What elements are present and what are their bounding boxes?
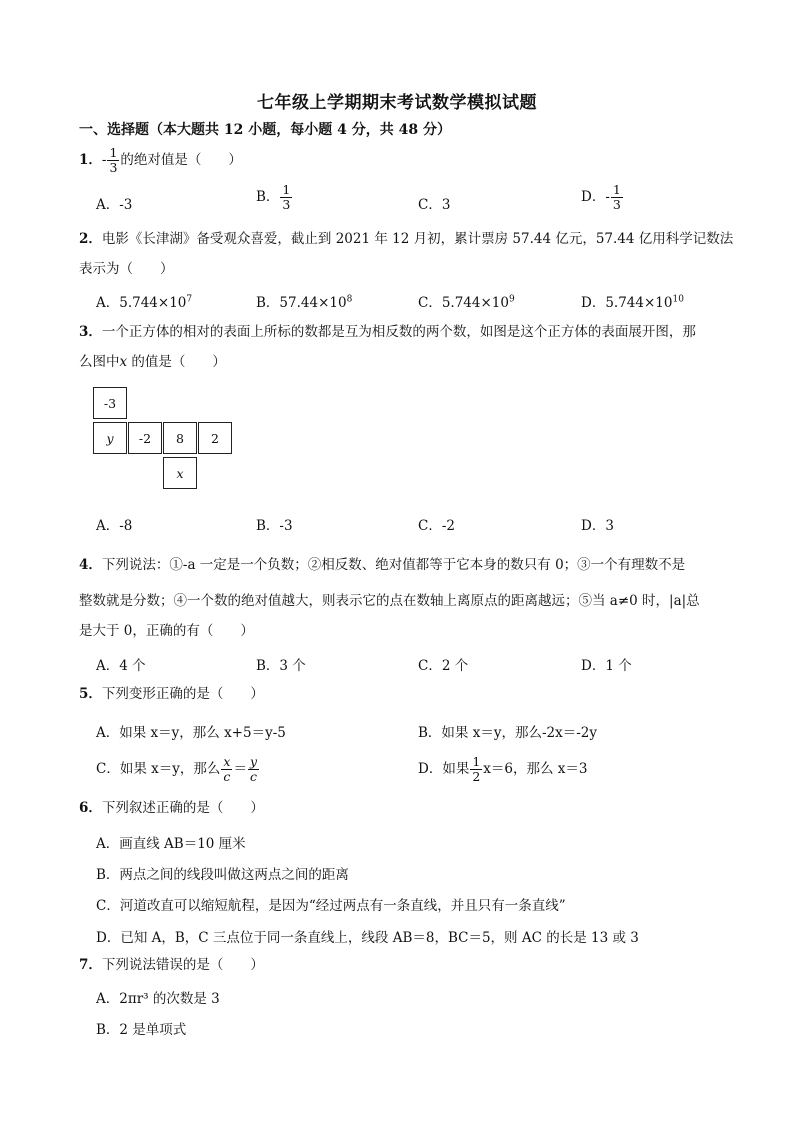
option-a: A．4 个	[96, 658, 146, 674]
option-c: C．2 个	[418, 658, 469, 674]
option-a: A．-8	[96, 518, 133, 534]
net-cell: y	[93, 422, 127, 454]
net-cell: 8	[163, 422, 197, 454]
option-c: C．河道改直可以缩短航程，是因为“经过两点有一条直线，并且只有一条直线”	[96, 898, 566, 914]
question-3: 3．一个正方体的相对的表面上所标的数都是互为相反数的两个数，如图是这个正方体的表面展开图，那	[79, 324, 696, 340]
option-c: C．3	[418, 197, 451, 213]
question-4-line3: 是大于 0，正确的有（ ）	[79, 623, 254, 639]
question-6: 6．下列叙述正确的是（ ）	[79, 800, 264, 816]
option-d: D．1 个	[581, 658, 632, 674]
question-7: 7．下列说法错误的是（ ）	[79, 957, 264, 973]
option-a: A．-3	[96, 197, 133, 213]
question-2-cont: 表示为（ ）	[79, 261, 174, 277]
net-cell: -2	[128, 422, 162, 454]
question-5: 5．下列变形正确的是（ ）	[79, 686, 264, 702]
option-c: C．$5.744\times 10^9$	[418, 294, 515, 311]
question-3-cont: 么图中x 的值是（ ）	[79, 354, 226, 370]
net-cell: x	[163, 457, 197, 489]
option-b: B．两点之间的线段叫做这两点之间的距离	[96, 867, 349, 883]
net-cell: 2	[198, 422, 232, 454]
question-2: 2．电影《长津湖》备受观众喜爱，截止到 2021 年 12 月初，累计票房 57.44 亿元，57.44 亿用科学记数法	[79, 231, 734, 247]
option-c: C．如果 x＝y，那么 $\frac{x}{c}$ ＝ $\frac{y}{c}$	[96, 754, 257, 784]
cube-net-figure	[93, 387, 233, 489]
option-d: D．如果 $\frac{1}{2}$ x＝6，那么 x＝3	[418, 754, 588, 784]
option-d: D．3	[581, 518, 614, 534]
question-1: 1．- $\frac{1}{3}$ 的绝对值是（ ）	[79, 145, 242, 175]
option-b: B．如果 x＝y，那么-2x＝-2y	[418, 725, 597, 741]
option-b: B．3 个	[256, 658, 306, 674]
question-4: 4．下列说法：①-a 一定是一个负数；②相反数、绝对值都等于它本身的数只有 0；③一个有理数不是	[79, 557, 686, 573]
option-a: A．如果 x＝y，那么 x+5＝y-5	[96, 725, 286, 741]
net-cell: -3	[93, 387, 127, 419]
section-heading: 一、选择题（本大题共 12 小题，每小题 4 分，共 48 分）	[79, 122, 451, 138]
option-b: B．2 是单项式	[96, 1022, 187, 1038]
option-a: A．画直线 AB＝10 厘米	[96, 836, 246, 852]
option-c: C．-2	[418, 518, 455, 534]
option-d: D．$5.744\times 10^{10}$	[581, 294, 684, 311]
option-b: B．$57.44\times 10^8$	[256, 294, 353, 311]
option-d: D．- $\frac{1}{3}$	[581, 182, 621, 212]
question-4-line2: 整数就是分数；④一个数的绝对值越大，则表示它的点在数轴上离原点的距离越远；⑤当 a≠0 时，|a|总	[79, 593, 700, 609]
fraction: $\frac{1}{3}$	[109, 145, 118, 175]
option-b: B．-3	[256, 518, 293, 534]
page-title: 七年级上学期期末考试数学模拟试题	[257, 93, 537, 113]
option-a: A．2πr³ 的次数是 3	[96, 991, 220, 1007]
question-number: 1．	[79, 152, 102, 168]
option-d: D．已知 A，B，C 三点位于同一条直线上，线段 AB＝8，BC＝5，则 AC 的长是 13 或 3	[96, 930, 639, 946]
option-a: A．$5.744\times 10^7$	[96, 294, 193, 311]
option-b: B． $\frac{1}{3}$	[256, 182, 291, 212]
